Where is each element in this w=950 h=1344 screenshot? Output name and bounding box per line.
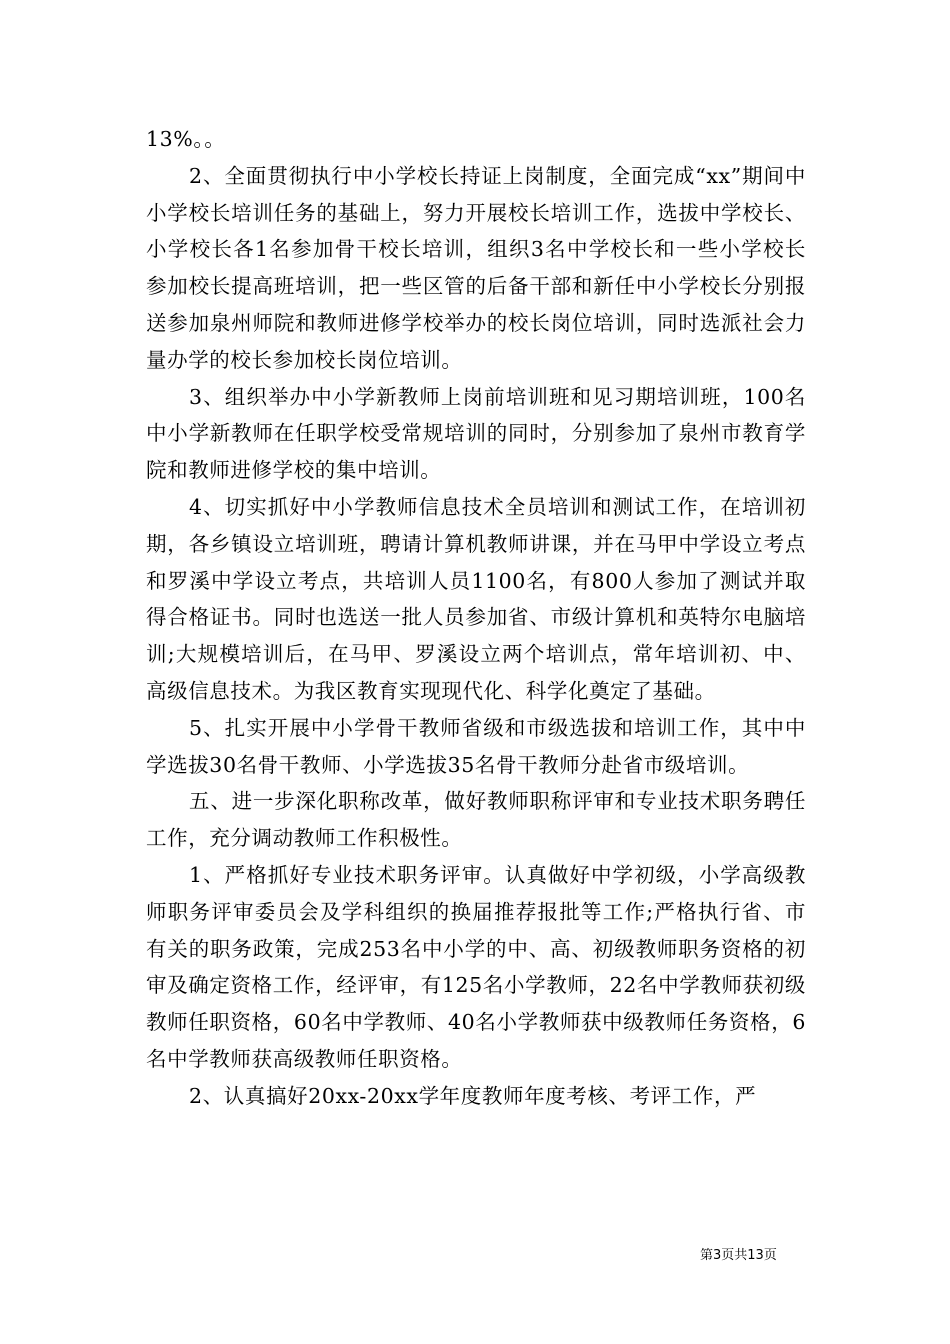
paragraph-0: 13%。。 [146,127,226,151]
paragraph-1: 2、全面贯彻执行中小学校长持证上岗制度，全面完成“xx”期间中小学校长培训任务的基础上，努力开展校长培训工作，选拔中学校长、小学校长各1名参加骨干校长培训，组织3名中学校长和一些小学校长参加校长提高班培训，把一些区管的后备干部和新任中小学校长分别报送参加泉州师院和教师进修学校举办的校长岗位培训，同时选派社会力量办学的校长参加校长岗位培训。 [146,163,806,372]
paragraph-5: 五、进一步深化职称改革，做好教师职称评审和专业技术职务聘任工作，充分调动教师工作积极性。 [146,789,806,851]
paragraph-3: 4、切实抓好中小学教师信息技术全员培训和测试工作，在培训初期，各乡镇设立培训班，聘请计算机教师讲课，并在马甲中学设立考点和罗溪中学设立考点，共培训人员1100名，有800人参加了测试并取得合格证书。同时也选送一批人员参加省、市级计算机和英特尔电脑培训;大规模培训后，在马甲、罗溪设立两个培训点，常年培训初、中、高级信息技术。为我区教育实现现代化、科学化奠定了基础。 [146,494,806,703]
page-number-footer: 第3页共13页 [700,1248,777,1263]
paragraph-2: 3、组织举办中小学新教师上岗前培训班和见习期培训班，100名中小学新教师在任职学校受常规培训的同时，分别参加了泉州市教育学院和教师进修学校的集中培训。 [146,384,806,483]
paragraph-6: 1、严格抓好专业技术职务评审。认真做好中学初级，小学高级教师职务评审委员会及学科组织的换届推荐报批等工作;严格执行省、市有关的职务政策，完成253名中小学的中、高、初级教师职务资格的初审及确定资格工作，经评审，有125名小学教师，22名中学教师获初级教师任职资格，60名中学教师、40名小学教师获中级教师任务资格，6名中学教师获高级教师任职资格。 [146,862,806,1071]
document-body [146,121,806,1115]
paragraph-4: 5、扎实开展中小学骨干教师省级和市级选拔和培训工作，其中中学选拔30名骨干教师、小学选拔35名骨干教师分赴省市级培训。 [146,715,806,777]
paragraph-7: 2、认真搞好20xx-20xx学年度教师年度考核、考评工作，严 [189,1083,757,1108]
